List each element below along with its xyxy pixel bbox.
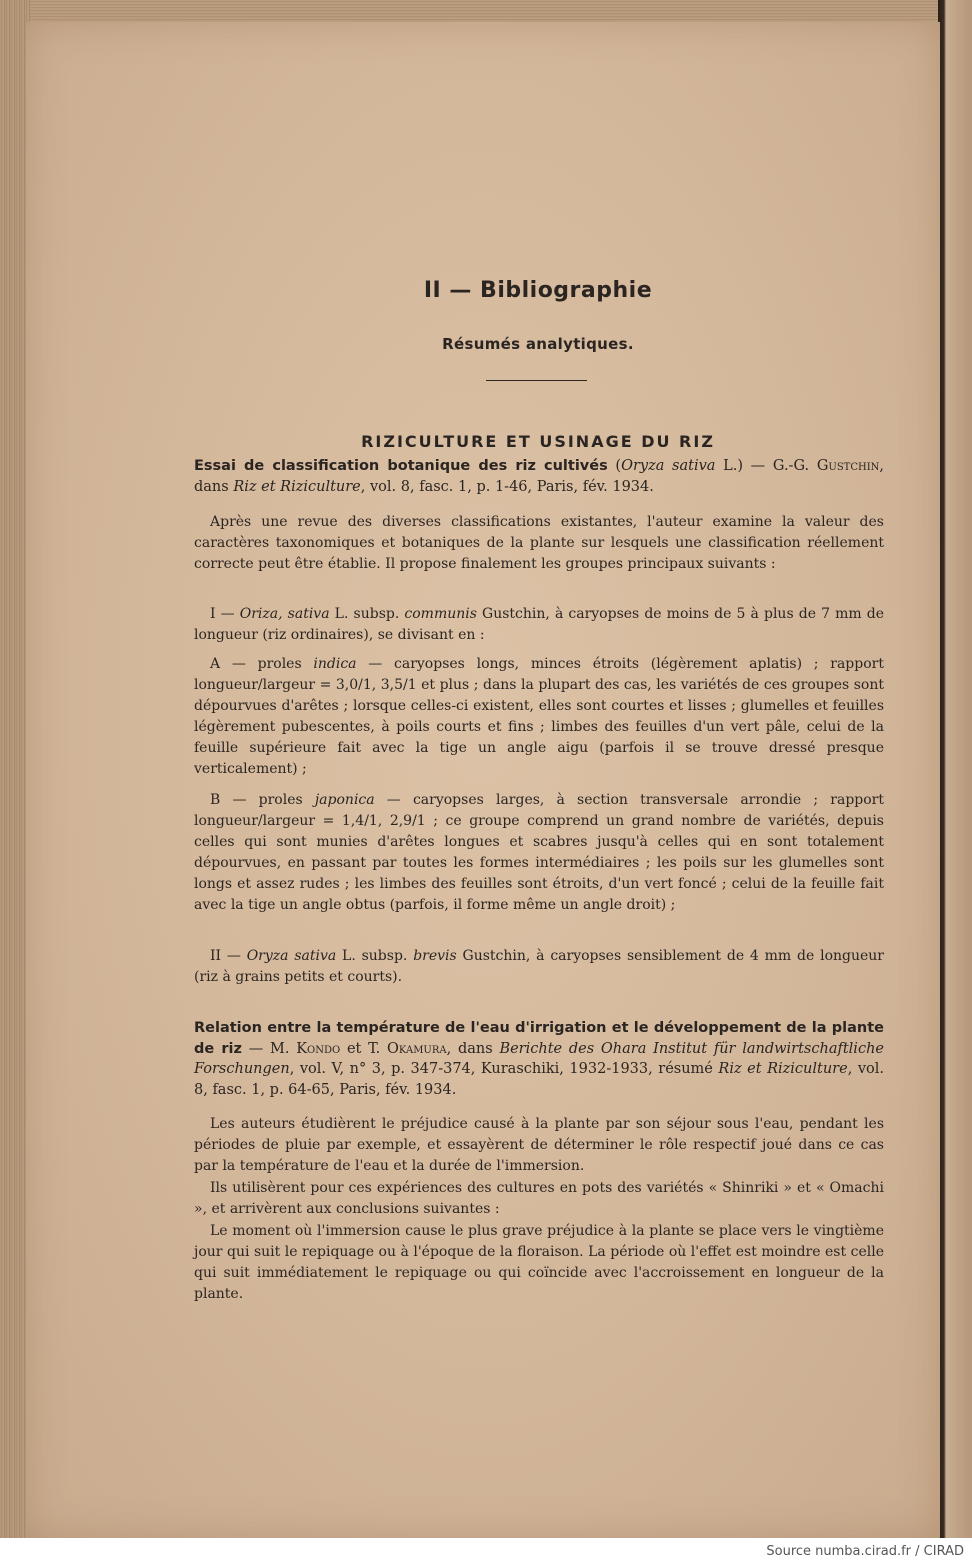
paper-sheet <box>26 22 940 1538</box>
p3-part-a: A — proles <box>210 656 314 672</box>
entry-1-in: , dans <box>194 458 885 495</box>
entry-1-paragraph-5 <box>194 946 884 988</box>
p5-part-a: II — <box>210 948 247 964</box>
entry-1-paragraph-1: Après une revue des diverses classifications existantes, l'auteur examine la valeur des caractères taxonomiques et botaniques de la plante sur lesquels une classification réellement correcte peut être établie. Il propose finalement les groupes principaux suivants : <box>194 514 884 572</box>
page-edge-top <box>0 0 945 22</box>
source-credit: Source numba.cirad.fr / CIRAD <box>766 1544 964 1559</box>
p5-part-c: L. subsp. <box>336 948 414 964</box>
p5-part-b: Oryza sativa <box>246 948 337 964</box>
p2-part-c: L. subsp. <box>329 606 405 622</box>
entry-2-in: , dans <box>446 1040 500 1057</box>
entry-2-title: Relation entre la température de l'eau d'irrigation et le développement de la plante de riz <box>194 1020 884 1057</box>
entry-1-paren: ( <box>615 458 622 474</box>
p3-part-b: indica <box>313 656 357 672</box>
entry-2-and: et T. <box>340 1040 388 1057</box>
entry-2-dash: — M. <box>241 1040 297 1057</box>
entry-2-author-1: Kondo <box>296 1040 341 1057</box>
entry-1-title: Essai de classification botanique des riz cultivés <box>194 458 608 474</box>
entry-2-journal-2: Riz et Riziculture <box>718 1061 848 1077</box>
book-gutter <box>938 0 972 1538</box>
entry-1-citation <box>194 456 884 497</box>
footer-bar <box>0 1538 972 1566</box>
entry-1-author: Gustchin <box>816 458 880 474</box>
p2-part-e: Gustchin, à caryopses de moins de 5 à plus de 7 mm de longueur (riz ordinaires), se divisant en : <box>194 606 885 643</box>
entry-2-paragraph-2: Ils utilisèrent pour ces expériences des cultures en pots des variétés « Shinriki » et « Omachi », et arrivèrent aux conclusions suivantes : <box>194 1180 884 1217</box>
p2-part-a: I — <box>210 606 240 622</box>
entry-1-paragraph-4 <box>194 790 884 916</box>
category-title: RIZICULTURE ET USINAGE DU RIZ <box>361 432 715 451</box>
p5-part-d: brevis <box>413 948 457 964</box>
entry-2-ref-1: , vol. V, n° 3, p. 347-374, Kuraschiki, 1932-1933, résumé <box>289 1061 719 1077</box>
p2-part-b: Oriza, sativa <box>239 606 330 622</box>
p4-part-b: japonica <box>314 792 375 808</box>
entry-1-journal: Riz et Riziculture <box>233 478 361 495</box>
entry-2-paragraph-3: Le moment où l'immersion cause le plus grave préjudice à la plante se place vers le vingtième jour qui suit le repiquage ou à l'époque de la floraison. La période où l'effet est moindre est celle qui suit immédiatement le repiquage ou qui coïncide avec l'accroissement en longueur de la plante. <box>194 1223 884 1302</box>
entry-2-ref-2: , vol. 8, fasc. 1, p. 64-65, Paris, fév. 1934. <box>194 1061 884 1098</box>
entry-1-paragraph-3 <box>194 654 884 780</box>
entry-1-ref: , vol. 8, fasc. 1, p. 1-46, Paris, fév. 1934. <box>360 478 654 495</box>
entry-1-species-close: L.) — <box>715 458 766 474</box>
heading-rule <box>486 380 587 381</box>
p2-part-d: communis <box>404 606 477 622</box>
entry-1-author-initials: G.-G. <box>772 458 810 474</box>
entry-1-species: Oryza sativa <box>621 458 716 474</box>
entry-2-journal-1: Berichte des Ohara Institut für landwirtschaftliche Forschungen <box>194 1040 884 1077</box>
p4-part-c: — caryopses larges, à section transversale arrondie ; rapport longueur/largeur = 1,4/1, 2,9/1 ; ce groupe comprend un grand nombre de variétés, depuis celles qui sont munies d'arêtes longues et scabres jusqu'à celles qui en sont totalement dépourvues, en passant par toutes les formes intermédiaires ; les poils sur les glumelles sont longs et assez rudes ; les limbes des feuilles sont étroits, d'un vert foncé ; celui de la feuille fait avec la tige un angle obtus (parfois, il forme même un angle droit) ; <box>194 792 884 913</box>
entry-2-author-2: Okamura <box>387 1040 447 1057</box>
subheading: Résumés analytiques. <box>442 335 634 353</box>
p4-part-a: B — proles <box>210 792 315 808</box>
entry-1-paragraph-2 <box>194 604 884 646</box>
section-heading: II — Bibliographie <box>423 278 653 303</box>
entry-2-citation <box>194 1018 884 1100</box>
p5-part-e: Gustchin, à caryopses sensiblement de 4 mm de longueur (riz à grains petits et courts). <box>194 948 884 985</box>
p3-part-c: — caryopses longs, minces étroits (légèrement aplatis) ; rapport longueur/largeur = 3,0/1, 3,5/1 et plus ; dans la plupart des cas, les variétés de ces groupes sont dépourvues d'arêtes ; lorsque celles-ci existent, elles sont courtes et lisses ; glumelles et feuilles légèrement pubescentes, à poils courts et fins ; limbes des feuilles d'un vert pâle, celui de la feuille supérieure fait avec la tige un angle aigu (parfois il se trouve dressé presque verticalement) ; <box>194 656 884 777</box>
entry-2-paragraph-1: Les auteurs étudièrent le préjudice causé à la plante par son séjour sous l'eau, pendant les périodes de pluie par exemple, et essayèrent de déterminer le rôle respectif joué dans ce cas par la température de l'eau et la durée de l'immersion. <box>194 1116 884 1174</box>
